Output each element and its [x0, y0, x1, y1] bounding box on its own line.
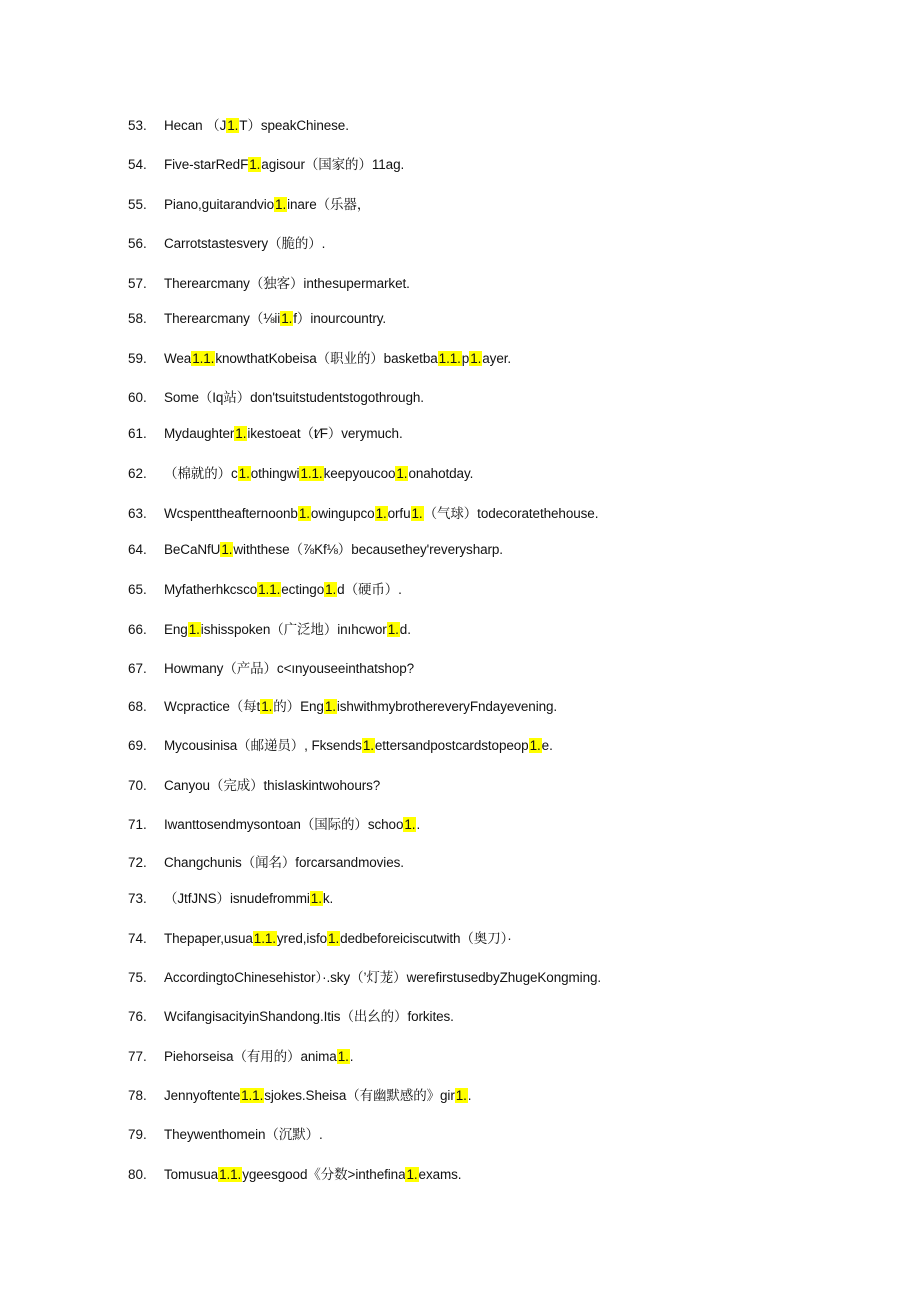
sentence-fragment: Piano,guitarandvio	[164, 197, 275, 212]
sentence-fragment: Wcspenttheafternoonb	[164, 506, 298, 521]
list-item	[0, 539, 900, 561]
sentence-fragment: Wcpractice（每t	[164, 699, 261, 714]
sentence-fragment: orfu	[387, 506, 411, 521]
sentence-fragment: Mycousinisa（邮递员）, Fksends	[164, 738, 362, 753]
list-item	[0, 928, 900, 950]
item-sentence	[164, 658, 414, 680]
list-item	[0, 658, 900, 680]
item-number: 67.	[128, 661, 147, 676]
item-number: 69.	[128, 738, 147, 753]
list-item	[0, 1124, 900, 1146]
item-number: 66.	[128, 622, 147, 637]
sentence-fragment: Mydaughter	[164, 426, 235, 441]
list-item	[0, 308, 900, 330]
sentence-fragment: yred,isfo	[276, 931, 328, 946]
highlighted-fragment: 1.	[455, 1088, 467, 1103]
item-number: 58.	[128, 311, 147, 326]
item-number: 59.	[128, 351, 147, 366]
sentence-fragment: WcifangisacityinShandong.Itis（出幺的）forkites.	[164, 1009, 454, 1024]
sentence-fragment: Iwanttosendmysontoan（国际的）schoo	[164, 817, 404, 832]
item-sentence	[164, 696, 557, 718]
item-sentence	[164, 423, 403, 445]
item-sentence	[164, 814, 420, 836]
item-number: 70.	[128, 778, 147, 793]
list-item	[0, 619, 900, 641]
list-item	[0, 463, 900, 485]
list-item	[0, 888, 900, 910]
sentence-fragment: ectingo	[281, 582, 325, 597]
item-number: 65.	[128, 582, 147, 597]
list-item	[0, 735, 900, 757]
sentence-fragment: inare（乐器，	[287, 197, 371, 212]
list-item	[0, 154, 900, 176]
item-sentence	[164, 463, 473, 485]
sentence-fragment: Changchunis（闻名）forcarsandmovies.	[164, 855, 404, 870]
highlighted-fragment: 1.	[406, 1167, 418, 1182]
sentence-fragment: dedbeforeiciscutwith（奥刀）·	[340, 931, 512, 946]
item-number: 61.	[128, 426, 147, 441]
sentence-fragment: Therearcmany（⅛ii	[164, 311, 281, 326]
highlighted-fragment: 1.1.	[253, 931, 276, 946]
sentence-fragment: p	[461, 351, 470, 366]
highlighted-fragment: 1.	[404, 817, 416, 832]
highlighted-fragment: 1.	[310, 891, 322, 906]
highlighted-fragment: 1.	[362, 738, 374, 753]
sentence-fragment: sjokes.Sheisa（有幽默感的》gir	[264, 1088, 455, 1103]
list-item	[0, 814, 900, 836]
item-sentence	[164, 967, 601, 989]
sentence-fragment: Theywenthomein（沉默）.	[164, 1127, 323, 1142]
sentence-fragment: e.	[541, 738, 553, 753]
highlighted-fragment: 1.	[387, 622, 399, 637]
item-sentence	[164, 775, 380, 797]
list-item	[0, 194, 900, 216]
item-sentence	[164, 348, 511, 370]
item-number: 54.	[128, 157, 147, 172]
item-number: 71.	[128, 817, 147, 832]
item-sentence	[164, 1164, 461, 1186]
item-number: 80.	[128, 1167, 147, 1182]
highlighted-fragment: 1.1.	[192, 351, 215, 366]
sentence-fragment: Jennyoftente	[164, 1088, 241, 1103]
highlighted-fragment: 1.	[188, 622, 200, 637]
list-item	[0, 273, 900, 295]
sentence-fragment: Five-starRedF	[164, 157, 249, 172]
list-item	[0, 1046, 900, 1068]
sentence-fragment: 的）Eng	[273, 699, 324, 714]
item-sentence	[164, 503, 598, 525]
item-sentence	[164, 115, 349, 137]
list-item	[0, 852, 900, 874]
sentence-fragment: onahotday.	[408, 466, 474, 481]
item-sentence	[164, 154, 404, 176]
sentence-fragment: .	[416, 817, 421, 832]
sentence-fragment: ikestoeat（t⁄F）verymuch.	[247, 426, 403, 441]
sentence-fragment: ishwithmybrothereveryFndayevening.	[336, 699, 558, 714]
list-item	[0, 579, 900, 601]
highlighted-fragment: 1.1.	[258, 582, 281, 597]
sentence-fragment: Some（Iq站）don'tsuitstudentstogothrough.	[164, 390, 424, 405]
sentence-fragment: Carrotstastesvery（脆的）.	[164, 236, 326, 251]
highlighted-fragment: 1.	[325, 582, 337, 597]
sentence-fragment: Wea	[164, 351, 192, 366]
sentence-fragment: ygeesgood《分数>inthefina	[242, 1167, 406, 1182]
item-sentence	[164, 888, 333, 910]
highlighted-fragment: 1.	[235, 426, 247, 441]
sentence-fragment: Eng	[164, 622, 188, 637]
highlighted-fragment: 1.	[221, 542, 233, 557]
sentence-fragment: Tomusua	[164, 1167, 219, 1182]
list-item	[0, 348, 900, 370]
sentence-fragment: BeCaNfU	[164, 542, 221, 557]
highlighted-fragment: 1.	[298, 506, 310, 521]
item-number: 79.	[128, 1127, 147, 1142]
item-sentence	[164, 233, 325, 255]
sentence-fragment: ettersandpostcardstopeop	[374, 738, 529, 753]
list-item	[0, 967, 900, 989]
sentence-fragment: ayer.	[482, 351, 512, 366]
item-number: 53.	[128, 118, 147, 133]
item-sentence	[164, 1006, 454, 1028]
highlighted-fragment: 1.	[396, 466, 408, 481]
list-item	[0, 423, 900, 445]
sentence-fragment: Hecan （J	[164, 118, 227, 133]
item-sentence	[164, 1085, 471, 1107]
item-sentence	[164, 852, 404, 874]
item-sentence	[164, 273, 410, 295]
highlighted-fragment: 1.	[529, 738, 541, 753]
sentence-fragment: ishisspoken（广泛地）inıhcwor	[200, 622, 387, 637]
list-item	[0, 387, 900, 409]
sentence-fragment: AccordingtoChinesehistor）·.sky（’灯茏）werefirstusedbyZhugeKongming.	[164, 970, 602, 985]
sentence-fragment: agisour（国家的）11ag.	[261, 157, 405, 172]
item-number: 74.	[128, 931, 147, 946]
highlighted-fragment: 1.1.	[300, 466, 323, 481]
sentence-fragment: Thepaper,usua	[164, 931, 253, 946]
sentence-fragment: Piehorseisa（有用的）anima	[164, 1049, 337, 1064]
list-item	[0, 115, 900, 137]
sentence-fragment: Myfatherhkcsco	[164, 582, 258, 597]
list-item	[0, 775, 900, 797]
item-number: 63.	[128, 506, 147, 521]
highlighted-fragment: 1.	[411, 506, 423, 521]
item-sentence	[164, 387, 424, 409]
item-number: 64.	[128, 542, 147, 557]
sentence-fragment: T）speakChinese.	[239, 118, 349, 133]
sentence-fragment: othingwi	[250, 466, 300, 481]
highlighted-fragment: 1.	[324, 699, 336, 714]
sentence-fragment: Howmany（产品）c<ınyouseeinthatshop?	[164, 661, 415, 676]
item-number: 62.	[128, 466, 147, 481]
sentence-fragment: （气球）todecoratethehouse.	[423, 506, 599, 521]
sentence-fragment: （JtfJNS）isnudefrommi	[164, 891, 310, 906]
sentence-fragment: d（硬币）.	[337, 582, 402, 597]
item-sentence	[164, 1046, 353, 1068]
highlighted-fragment: 1.	[249, 157, 261, 172]
highlighted-fragment: 1.1.	[241, 1088, 264, 1103]
list-item	[0, 696, 900, 718]
list-item	[0, 503, 900, 525]
sentence-fragment: withthese（⅞Kf⅛）becausethey'reverysharp.	[233, 542, 503, 557]
list-item	[0, 1164, 900, 1186]
sentence-fragment: keepyoucoo	[323, 466, 396, 481]
highlighted-fragment: 1.	[275, 197, 287, 212]
list-item	[0, 233, 900, 255]
sentence-fragment: Therearcmany（独客）inthesupermarket.	[164, 276, 410, 291]
sentence-fragment: Canyou（完成）thisIaskintwohours?	[164, 778, 381, 793]
item-number: 72.	[128, 855, 147, 870]
item-sentence	[164, 579, 402, 601]
item-number: 78.	[128, 1088, 147, 1103]
item-sentence	[164, 194, 370, 216]
sentence-fragment: d.	[399, 622, 411, 637]
item-sentence	[164, 1124, 323, 1146]
highlighted-fragment: 1.	[227, 118, 239, 133]
item-number: 55.	[128, 197, 147, 212]
item-number: 76.	[128, 1009, 147, 1024]
item-number: 60.	[128, 390, 147, 405]
item-number: 75.	[128, 970, 147, 985]
item-sentence	[164, 308, 386, 330]
item-number: 68.	[128, 699, 147, 714]
sentence-fragment: k.	[322, 891, 334, 906]
list-item	[0, 1006, 900, 1028]
highlighted-fragment: 1.1.	[438, 351, 461, 366]
list-item	[0, 1085, 900, 1107]
sentence-fragment: .	[467, 1088, 472, 1103]
highlighted-fragment: 1.	[337, 1049, 349, 1064]
item-sentence	[164, 928, 512, 950]
highlighted-fragment: 1.	[470, 351, 482, 366]
highlighted-fragment: 1.	[328, 931, 340, 946]
highlighted-fragment: 1.	[375, 506, 387, 521]
item-sentence	[164, 735, 553, 757]
sentence-fragment: （棉就的）c	[164, 466, 238, 481]
highlighted-fragment: 1.	[238, 466, 250, 481]
highlighted-fragment: 1.1.	[219, 1167, 242, 1182]
item-number: 73.	[128, 891, 147, 906]
item-number: 56.	[128, 236, 147, 251]
sentence-fragment: exams.	[418, 1167, 462, 1182]
item-sentence	[164, 619, 411, 641]
item-sentence	[164, 539, 503, 561]
sentence-fragment: knowthatKobeisa（职业的）basketba	[215, 351, 438, 366]
sentence-fragment: f）inourcountry.	[293, 311, 387, 326]
item-number: 57.	[128, 276, 147, 291]
highlighted-fragment: 1.	[261, 699, 273, 714]
item-number: 77.	[128, 1049, 147, 1064]
sentence-fragment: owingupco	[310, 506, 375, 521]
highlighted-fragment: 1.	[281, 311, 293, 326]
sentence-fragment: .	[349, 1049, 354, 1064]
